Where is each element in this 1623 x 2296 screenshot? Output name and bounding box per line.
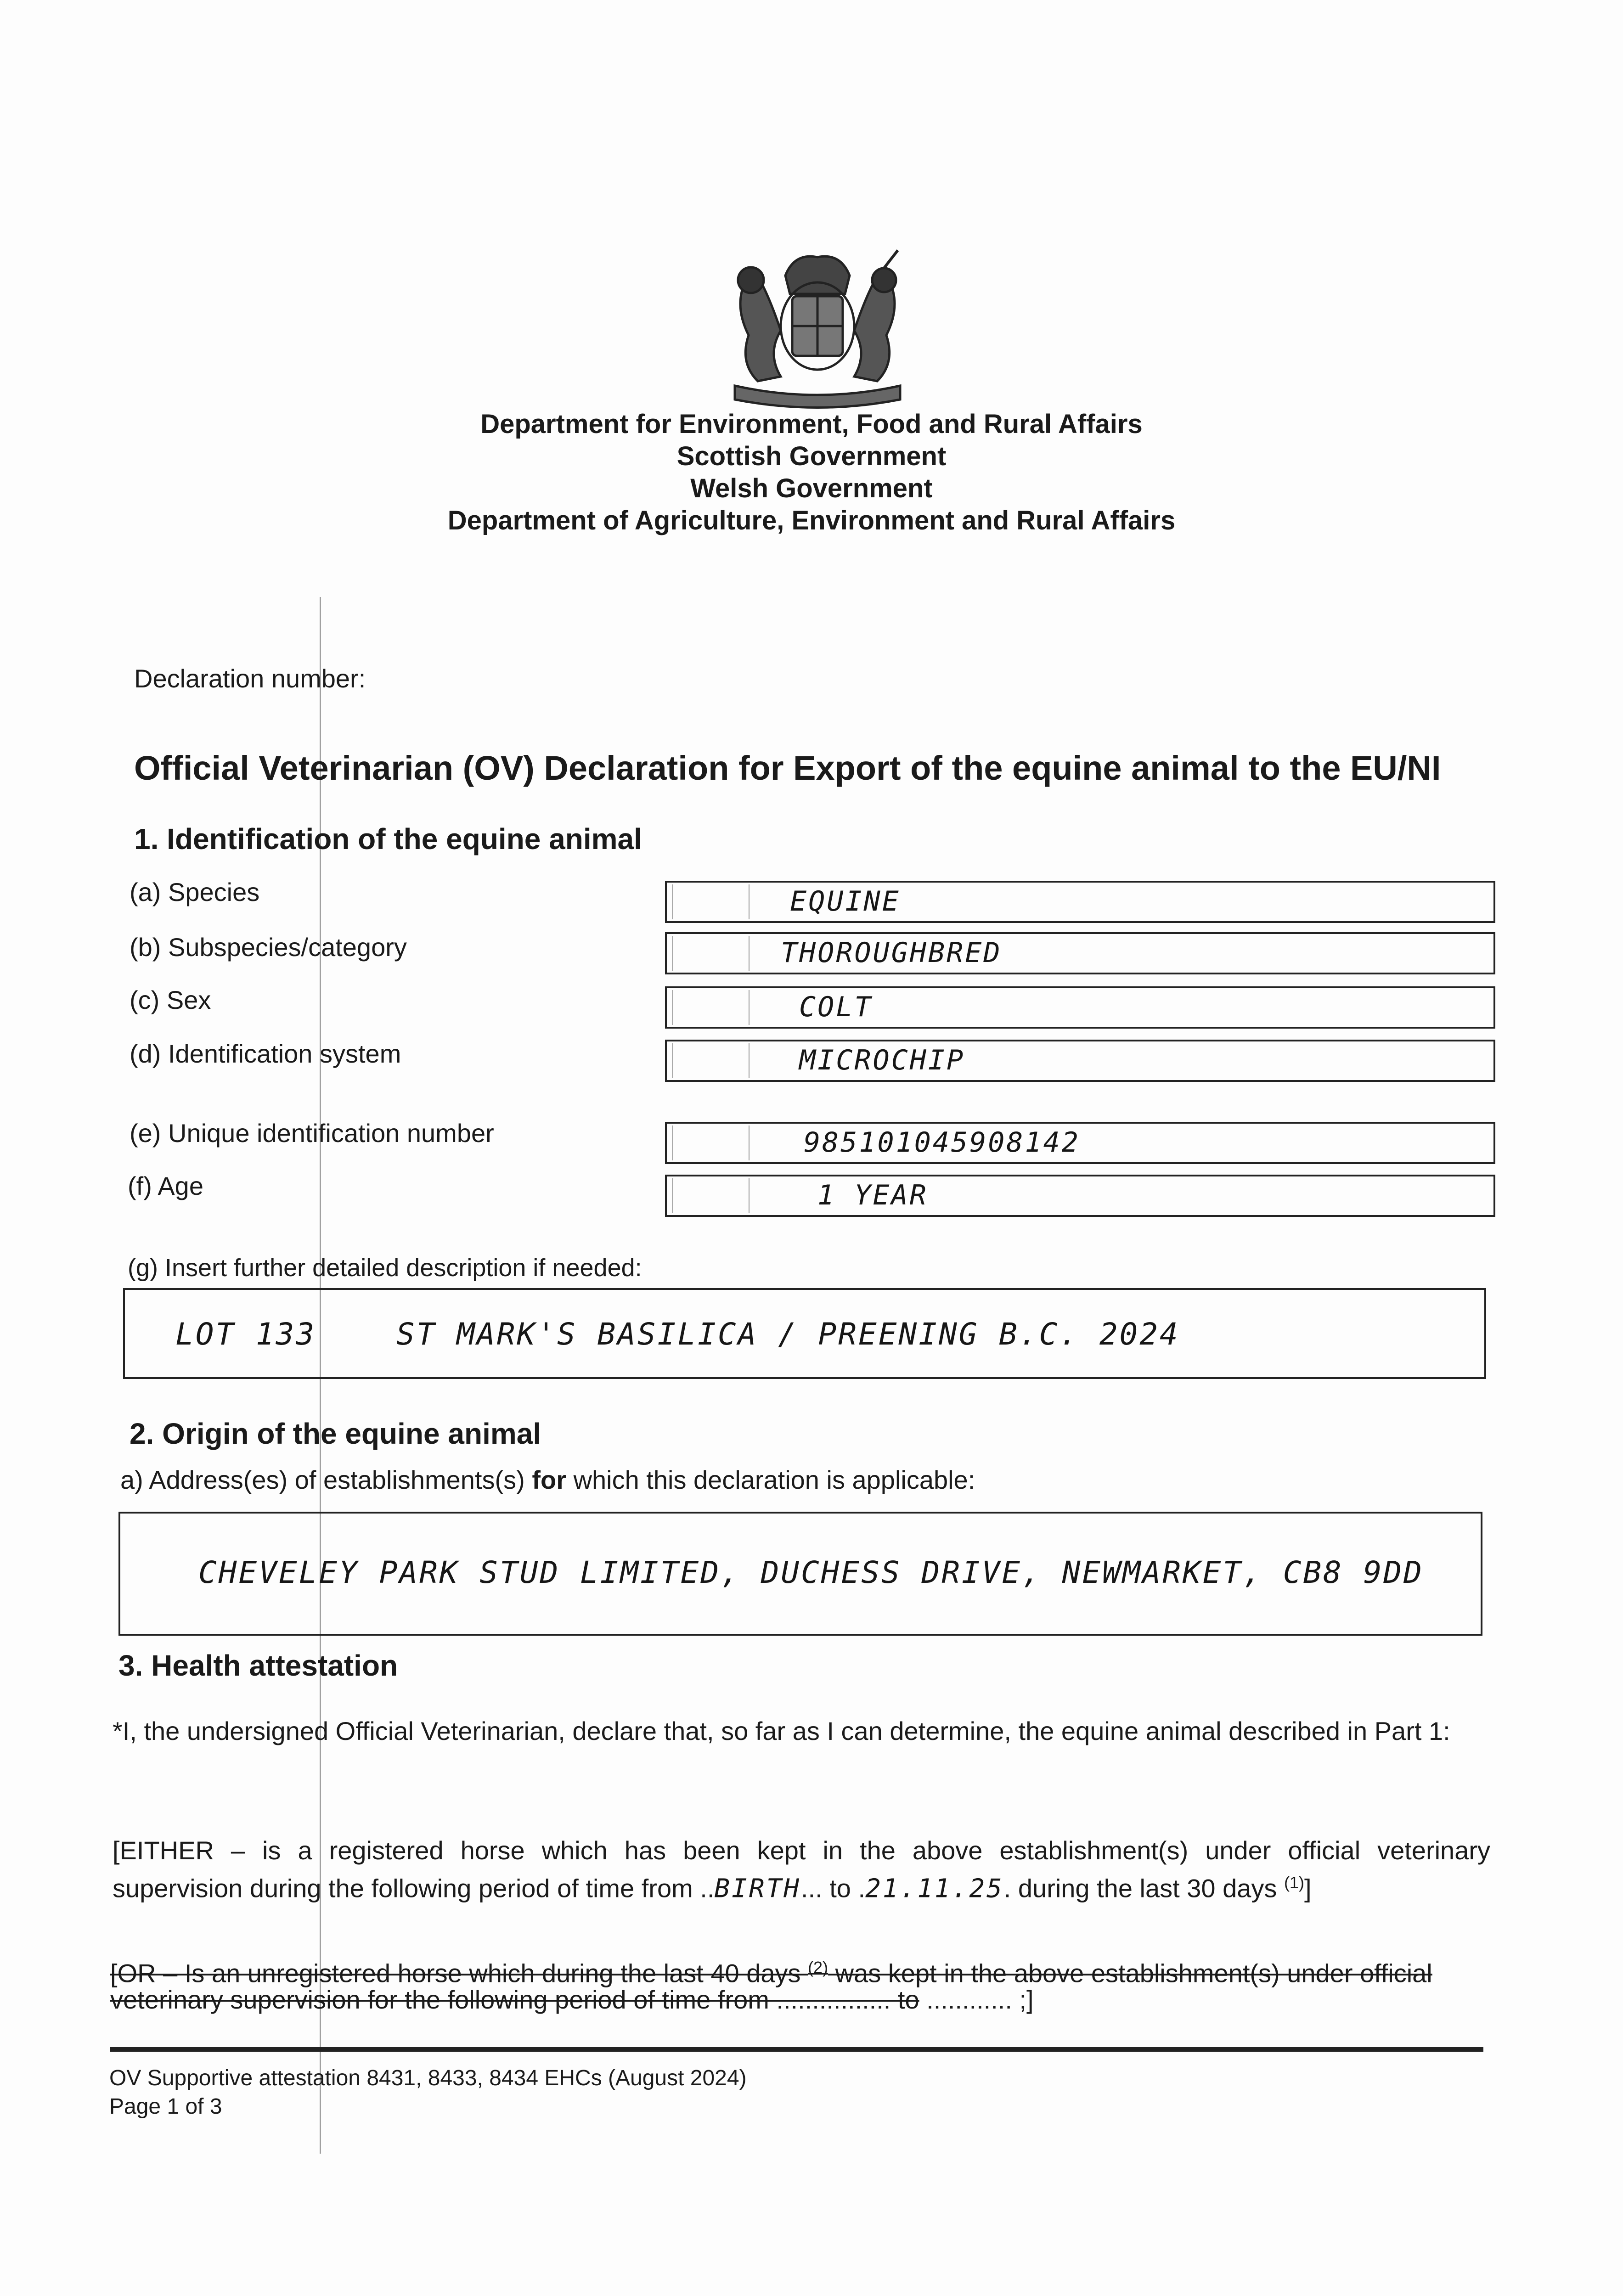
further-description-label: (g) Insert further detailed description if needed: — [128, 1254, 642, 1282]
header-dept3: Welsh Government — [690, 473, 933, 503]
field-label-subspecies: (b) Subspecies/category — [130, 933, 407, 962]
section1-heading: 1. Identification of the equine animal — [134, 822, 642, 855]
royal-coat-of-arms-logo — [716, 243, 919, 409]
header-dept2: Scottish Government — [676, 441, 947, 471]
section3-heading: 3. Health attestation — [118, 1649, 398, 1682]
field-label-sex: (c) Sex — [130, 985, 211, 1014]
field-value-id-system: MICROCHIP — [799, 1044, 965, 1076]
either-line2: supervision during the following period of time from ..BIRTH... to .21.11.25. during the last 30 days $^{(1)}$] — [113, 1873, 1312, 1904]
or-line1: [OR – Is an unregistered horse which during the last 40 days $^{(2)}$ was kept in the above establishment(s) under official — [110, 1958, 1432, 1988]
address-label: a) Address(es) of establishments(s) for which this declaration is applicable: — [120, 1465, 975, 1494]
footer-rule — [110, 2047, 1483, 2052]
page-title: Official Veterinarian (OV) Declaration for Export of the equine animal to the EU/NI — [134, 749, 1441, 787]
field-value-uid: 985101045908142 — [804, 1126, 1080, 1159]
field-value-sex: COLT — [799, 991, 873, 1023]
field-value-subspecies: THOROUGHBRED — [781, 937, 1002, 969]
declaration-number-label: Declaration number: — [134, 664, 366, 693]
field-label-age: (f) Age — [128, 1171, 203, 1200]
further-description-box[interactable] — [123, 1288, 1486, 1379]
address-value: CHEVELEY PARK STUD LIMITED, DUCHESS DRIVE, NEWMARKET, CB8 9DD — [198, 1555, 1424, 1590]
footer-page-number: Page 1 of 3 — [109, 2094, 222, 2119]
field-label-species: (a) Species — [130, 878, 260, 906]
address-box[interactable] — [118, 1512, 1482, 1636]
field-value-age: 1 YEAR — [817, 1179, 928, 1211]
field-box-id-system[interactable] — [665, 1040, 1495, 1082]
header-dept4: Department of Agriculture, Environment and Rural Affairs — [447, 506, 1176, 535]
either-from-date: BIRTH — [714, 1874, 801, 1904]
either-to-date: 21.11.25 — [865, 1874, 1004, 1904]
further-description-value: LOT 133 ST MARK'S BASILICA / PREENING B.C. 2024 — [175, 1317, 1180, 1352]
or-line2: veterinary supervision for the following period of time from ................ to ............ ;] — [110, 1985, 1034, 2014]
field-box-uid[interactable] — [665, 1122, 1495, 1164]
field-box-subspecies[interactable] — [665, 932, 1495, 974]
field-box-age[interactable] — [665, 1175, 1495, 1217]
field-box-sex[interactable] — [665, 986, 1495, 1029]
footer-attestation-ref: OV Supportive attestation 8431, 8433, 8434 EHCs (August 2024) — [109, 2066, 747, 2090]
either-line1: [EITHER – is a registered horse which has been kept in the above establishment(s) under official veterinary — [113, 1836, 1490, 1865]
field-label-uid: (e) Unique identification number — [130, 1119, 494, 1148]
field-label-id-system: (d) Identification system — [130, 1039, 401, 1068]
section2-heading: 2. Origin of the equine animal — [130, 1417, 541, 1450]
field-value-species: EQUINE — [790, 885, 901, 917]
attestation-intro: *I, the undersigned Official Veterinarian, declare that, so far as I can determine, the equine animal described in Part 1: — [113, 1716, 1450, 1745]
header-dept1: Department for Environment, Food and Rural Affairs — [480, 409, 1143, 439]
field-box-species[interactable] — [665, 881, 1495, 923]
